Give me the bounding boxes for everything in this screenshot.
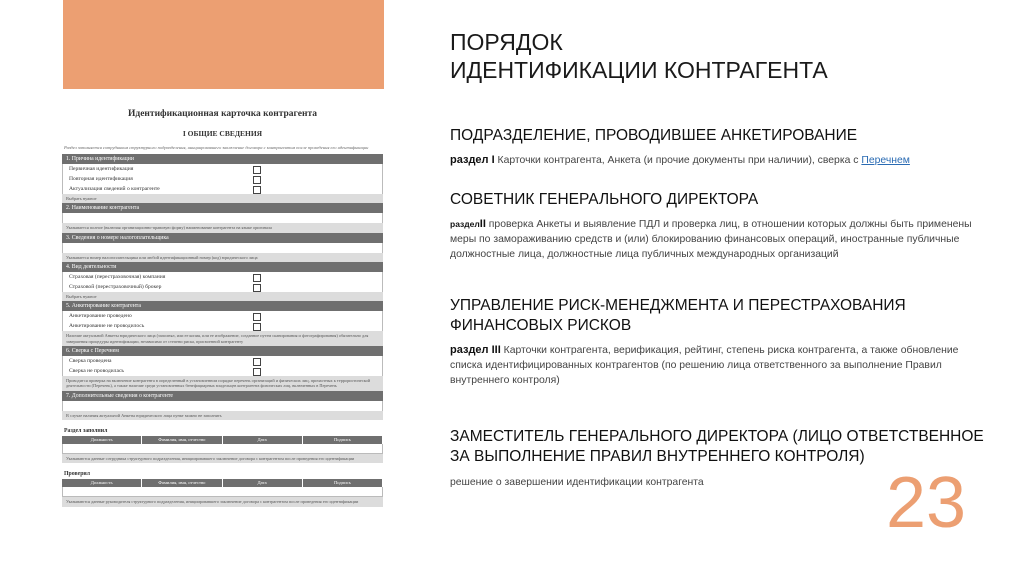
checkbox-label: Сверка не проводилась: [69, 368, 124, 374]
section-2-heading: СОВЕТНИК ГЕНЕРАЛЬНОГО ДИРЕКТОРА: [450, 191, 759, 208]
section-note: Указывается номер налогоплательщика или любой идентификационный номер (код) юридического лица: [62, 253, 383, 262]
slide-title-line-1: ПОРЯДОК: [450, 29, 563, 55]
doc-intro: Раздел заполняется сотрудником структурного подразделения, инициировавшего заключение договора с контрагентом после проведения его идентификации: [64, 145, 369, 150]
blank-field: [62, 243, 383, 253]
section-4-text: решение о завершении идентификации контрагента: [450, 477, 704, 488]
signature-note: Указываются данные руководителя структурного подразделения, инициировавшего заключение договора с контрагентом после проведения его идентификации: [62, 497, 383, 506]
checkbox[interactable]: [253, 186, 261, 194]
checkbox[interactable]: [253, 313, 261, 321]
section-2-text: [450, 217, 980, 262]
doc-subtitle: I ОБЩИЕ СВЕДЕНИЯ: [182, 129, 263, 138]
signature-header: [62, 436, 383, 444]
checkbox-label: Страховая (перестраховочная) компания: [69, 273, 166, 280]
perechen-link[interactable]: Перечнем: [861, 155, 910, 166]
section-1-text: [450, 153, 980, 168]
checkbox[interactable]: [253, 368, 261, 376]
section-note: Проводится проверка на включение контрагента в определенный в установленном порядке перечень организаций и физических лиц, причастных к террористической деятельности (Перечень), а также наличие среди установленных бенефициарных владельцев контрагента физических лиц, включенных в Перечень: [62, 376, 383, 391]
checkbox-row: [62, 311, 383, 321]
section-3-text: [450, 343, 980, 388]
section-3-header: 3. Сведения о номере налогоплательщика: [62, 233, 383, 243]
section-1-heading: ПОДРАЗДЕЛЕНИЕ, ПРОВОДИВШЕЕ АНКЕТИРОВАНИЕ: [450, 127, 858, 144]
checkbox-row: [62, 164, 383, 174]
checkbox-row: [62, 282, 383, 292]
sig-col-signature: Подпись: [303, 479, 383, 487]
checkbox-row: [62, 366, 383, 376]
section-2-body: проверка Анкеты и выявление ПДЛ и проверка лиц, в отношении которых должны быть применены меры по замораживанию средств и (или) блокированию финансовых операций, иностранные публичные должностные лица, должностные лица публичных международных организаций: [450, 219, 972, 260]
section-note: Выбрать нужное: [62, 292, 383, 301]
signature-label: Проверил: [64, 471, 91, 478]
sig-col-date: Дата: [223, 436, 303, 444]
section-note: Выбрать нужное: [62, 194, 383, 203]
section-4-heading-line-2: ЗА ВЫПОЛНЕНИЕ ПРАВИЛ ВНУТРЕННЕГО КОНТРОЛЯ): [450, 448, 865, 465]
checkbox-label: Повторная идентификация: [69, 175, 133, 182]
sig-col-name: Фамилия, имя, отчество: [142, 479, 222, 487]
checkbox-row: [62, 184, 383, 194]
blank-field: [62, 213, 383, 223]
section-note: В случае наличия актуальной Анкеты юридического лица пункт можно не заполнять: [62, 411, 383, 420]
section-note: Указывается полное (включая организационно-правовую форму) наименование контрагента на языке оригинала: [62, 223, 383, 232]
section-2-label-num: II: [479, 218, 486, 230]
sig-col-name: Фамилия, имя, отчество: [142, 436, 222, 444]
checkbox-label: Актуализация сведений о контрагенте: [69, 185, 160, 192]
signature-blank: [62, 444, 383, 454]
sig-col-signature: Подпись: [303, 436, 383, 444]
section-4-header: 4. Вид деятельности: [62, 262, 383, 272]
section-4-heading-line-1: ЗАМЕСТИТЕЛЬ ГЕНЕРАЛЬНОГО ДИРЕКТОРА (ЛИЦО ОТВЕТСТВЕННОЕ: [450, 428, 984, 445]
slide-title-line-2: ИДЕНТИФИКАЦИИ КОНТРАГЕНТА: [450, 57, 828, 83]
checkbox-label: Анкетирование не проводилось: [69, 323, 145, 330]
section-3-heading-line-1: УПРАВЛЕНИЕ РИСК-МЕНЕДЖМЕНТА И ПЕРЕСТРАХОВАНИЯ: [450, 297, 906, 314]
accent-block: [63, 0, 384, 89]
doc-title: Идентификационная карточка контрагента: [128, 109, 317, 119]
section-3-heading: [450, 296, 906, 336]
checkbox[interactable]: [253, 284, 261, 292]
section-note: Наличие актуальной Анкеты юридического лица (заполнял, или ее копия, или ее изображение, созданное путем сканирования и фотографирования) обязательно для завершения процедуры идентификации, независимо от степени риска, присвоенной контрагенту: [62, 331, 383, 346]
section-1-label: раздел I: [450, 154, 495, 166]
checkbox-row: [62, 174, 383, 184]
sig-col-position: Должность: [62, 479, 142, 487]
checkbox-label: Первичная идентификация: [69, 165, 134, 172]
sig-col-position: Должность: [62, 436, 142, 444]
checkbox[interactable]: [253, 323, 261, 331]
section-3-label: раздел III: [450, 344, 501, 356]
signature-header: [62, 479, 383, 487]
section-1-header: 1. Причина идентификации: [62, 154, 383, 164]
checkbox-row: [62, 321, 383, 331]
section-1-body: Карточки контрагента, Анкета (и прочие документы при наличии), сверка с: [494, 155, 862, 166]
checkbox-row: [62, 356, 383, 366]
checkbox[interactable]: [253, 358, 261, 366]
page-number: 23: [886, 463, 967, 543]
section-5-header: 5. Анкетирование контрагента: [62, 301, 383, 311]
section-2-header: 2. Наименование контрагента: [62, 203, 383, 213]
section-6-header: 6. Сверка с Перечнем: [62, 346, 383, 356]
section-3-body: Карточки контрагента, верификация, рейтинг, степень риска контрагента, а также обновление списка идентифицированных контрагентов (по решению лица ответственного за выполнение Правил внутреннего контроля): [450, 345, 959, 386]
checkbox-label: Анкетирование проведено: [69, 313, 132, 320]
checkbox[interactable]: [253, 176, 261, 184]
identification-card-document: [60, 99, 385, 574]
checkbox[interactable]: [253, 274, 261, 282]
sig-col-date: Дата: [223, 479, 303, 487]
slide-title: [450, 28, 828, 84]
section-3-heading-line-2: ФИНАНСОВЫХ РИСКОВ: [450, 317, 632, 334]
checkbox[interactable]: [253, 166, 261, 174]
section-7-header: 7. Дополнительные сведения о контрагенте: [62, 391, 383, 401]
signature-label: Раздел заполнил: [64, 428, 108, 435]
blank-field: [62, 401, 383, 411]
checkbox-label: Сверка проведена: [69, 358, 112, 364]
checkbox-row: [62, 272, 383, 282]
section-2-label: раздел: [450, 219, 480, 229]
section-4-heading: [450, 427, 984, 467]
signature-note: Указываются данные сотрудника структурного подразделения, инициировавшего заключение договора с контрагентом после проведения его идентификации: [62, 454, 383, 463]
checkbox-label: Страховой (перестраховочный) брокер: [69, 283, 162, 290]
signature-blank: [62, 487, 383, 497]
